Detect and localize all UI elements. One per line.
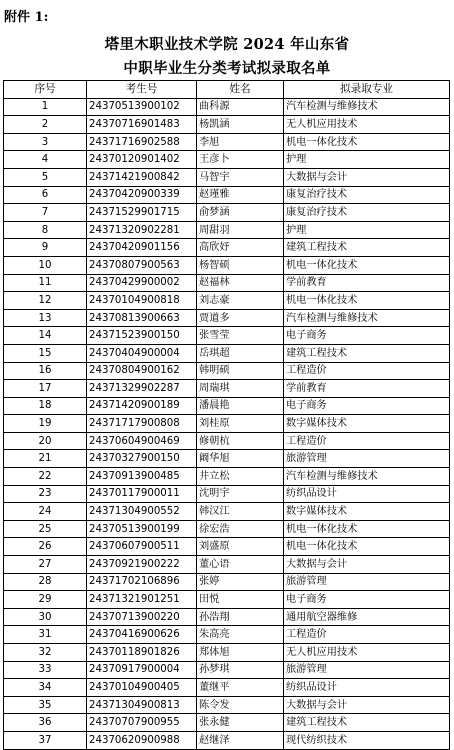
table-row (4, 344, 450, 362)
table-row (4, 274, 450, 292)
exam-number: 24371523900150 (87, 327, 197, 345)
row-index: 6 (4, 186, 87, 204)
table-row (4, 133, 450, 151)
admitted-major: 康复治疗技术 (284, 204, 450, 222)
student-name: 刘桂原 (197, 415, 284, 433)
table-row (4, 239, 450, 257)
admitted-major: 数字媒体技术 (284, 415, 450, 433)
exam-number: 24370429900002 (87, 274, 197, 292)
student-name: 董继平 (197, 679, 284, 697)
table-row (4, 450, 450, 468)
student-name: 赵继泽 (197, 731, 284, 749)
column-header-name: 姓名 (197, 81, 284, 99)
exam-number: 24370913900485 (87, 468, 197, 486)
exam-number: 24371304900552 (87, 503, 197, 521)
admitted-major: 机电一体化技术 (284, 520, 450, 538)
row-index: 11 (4, 274, 87, 292)
table-row (4, 432, 450, 450)
row-index: 27 (4, 556, 87, 574)
table-row (4, 415, 450, 433)
exam-number: 24371717900808 (87, 415, 197, 433)
row-index: 24 (4, 503, 87, 521)
row-index: 19 (4, 415, 87, 433)
table-row (4, 714, 450, 732)
admitted-major: 护理 (284, 151, 450, 169)
admitted-major: 机电一体化技术 (284, 256, 450, 274)
row-index: 16 (4, 362, 87, 380)
table-row (4, 221, 450, 239)
student-name: 徐宏浩 (197, 520, 284, 538)
row-index: 14 (4, 327, 87, 345)
row-index: 5 (4, 168, 87, 186)
student-name: 李旭 (197, 133, 284, 151)
table-row (4, 468, 450, 486)
row-index: 13 (4, 309, 87, 327)
table-row (4, 204, 450, 222)
exam-number: 24370404900004 (87, 344, 197, 362)
row-index: 26 (4, 538, 87, 556)
row-index: 37 (4, 731, 87, 749)
student-name: 郑体旭 (197, 644, 284, 662)
row-index: 31 (4, 626, 87, 644)
row-index: 18 (4, 397, 87, 415)
exam-number: 24371304900813 (87, 696, 197, 714)
row-index: 29 (4, 591, 87, 609)
exam-number: 24370416900626 (87, 626, 197, 644)
admitted-major: 机电一体化技术 (284, 133, 450, 151)
student-name: 潘晨艳 (197, 397, 284, 415)
exam-number: 24371421900842 (87, 168, 197, 186)
exam-number: 24370917900004 (87, 661, 197, 679)
exam-number: 24370604900469 (87, 432, 197, 450)
admitted-major: 大数据与会计 (284, 168, 450, 186)
admitted-major: 旅游管理 (284, 450, 450, 468)
row-index: 10 (4, 256, 87, 274)
table-row (4, 608, 450, 626)
exam-number: 24370327900150 (87, 450, 197, 468)
row-index: 7 (4, 204, 87, 222)
row-index: 21 (4, 450, 87, 468)
student-name: 刘盛原 (197, 538, 284, 556)
table-row (4, 186, 450, 204)
exam-number: 24371529901715 (87, 204, 197, 222)
column-header-major: 拟录取专业 (284, 81, 450, 99)
table-row (4, 327, 450, 345)
row-index: 2 (4, 116, 87, 134)
admitted-major: 机电一体化技术 (284, 538, 450, 556)
table-row (4, 380, 450, 398)
table-row (4, 98, 450, 116)
admitted-major: 学前教育 (284, 274, 450, 292)
admitted-major: 建筑工程技术 (284, 714, 450, 732)
student-name: 王彦卜 (197, 151, 284, 169)
row-index: 1 (4, 98, 87, 116)
admitted-major: 电子商务 (284, 327, 450, 345)
document-title-line2: 中职毕业生分类考试拟录取名单 (123, 60, 331, 77)
student-name: 韩汉江 (197, 503, 284, 521)
exam-number: 24370713900220 (87, 608, 197, 626)
admitted-major: 大数据与会计 (284, 696, 450, 714)
table-row (4, 573, 450, 591)
student-name: 朱高亮 (197, 626, 284, 644)
student-name: 孙浩翔 (197, 608, 284, 626)
exam-number: 24370420901156 (87, 239, 197, 257)
row-index: 20 (4, 432, 87, 450)
column-header-index: 序号 (4, 81, 87, 99)
table-row (4, 538, 450, 556)
exam-number: 24370620900988 (87, 731, 197, 749)
table-row (4, 503, 450, 521)
document-title-line1: 塔里木职业技术学院 2024 年山东省 (104, 36, 350, 53)
student-name: 阚华旭 (197, 450, 284, 468)
exam-number: 24370607900511 (87, 538, 197, 556)
table-row (4, 591, 450, 609)
student-name: 韩明硕 (197, 362, 284, 380)
table-row (4, 362, 450, 380)
exam-number: 24370807900563 (87, 256, 197, 274)
table-row (4, 168, 450, 186)
admitted-major: 汽车检测与维修技术 (284, 468, 450, 486)
admitted-major: 旅游管理 (284, 573, 450, 591)
student-name: 孙梦琪 (197, 661, 284, 679)
student-name: 曲科源 (197, 98, 284, 116)
exam-number: 24370513900102 (87, 98, 197, 116)
table-row (4, 397, 450, 415)
table-row (4, 292, 450, 310)
table-row (4, 696, 450, 714)
exam-number: 24370104900405 (87, 679, 197, 697)
exam-number: 24370707900955 (87, 714, 197, 732)
exam-number: 24371420900189 (87, 397, 197, 415)
student-name: 董心语 (197, 556, 284, 574)
table-header-row (4, 81, 450, 99)
exam-number: 24370117900011 (87, 485, 197, 503)
student-name: 修朝杭 (197, 432, 284, 450)
admitted-major: 汽车检测与维修技术 (284, 309, 450, 327)
attachment-label: 附件 1: (4, 10, 49, 25)
row-index: 36 (4, 714, 87, 732)
row-index: 25 (4, 520, 87, 538)
admitted-major: 工程造价 (284, 362, 450, 380)
exam-number: 24370118901826 (87, 644, 197, 662)
student-name: 沈明宇 (197, 485, 284, 503)
exam-number: 24370921900222 (87, 556, 197, 574)
student-name: 周甜羽 (197, 221, 284, 239)
admitted-major: 学前教育 (284, 380, 450, 398)
admitted-major: 纺织品设计 (284, 679, 450, 697)
row-index: 3 (4, 133, 87, 151)
admitted-major: 护理 (284, 221, 450, 239)
student-name: 赵瑾雅 (197, 186, 284, 204)
admitted-major: 工程造价 (284, 432, 450, 450)
admitted-major: 大数据与会计 (284, 556, 450, 574)
admitted-major: 康复治疗技术 (284, 186, 450, 204)
row-index: 23 (4, 485, 87, 503)
student-name: 张永健 (197, 714, 284, 732)
student-name: 井立松 (197, 468, 284, 486)
admitted-major: 建筑工程技术 (284, 239, 450, 257)
table-row (4, 520, 450, 538)
table-row (4, 256, 450, 274)
table-row (4, 309, 450, 327)
row-index: 8 (4, 221, 87, 239)
admission-roster-table (3, 80, 450, 750)
row-index: 9 (4, 239, 87, 257)
admitted-major: 旅游管理 (284, 661, 450, 679)
row-index: 22 (4, 468, 87, 486)
student-name: 陈令发 (197, 696, 284, 714)
student-name: 杨凯涵 (197, 116, 284, 134)
student-name: 周瑞琪 (197, 380, 284, 398)
student-name: 俞梦涵 (197, 204, 284, 222)
student-name: 杨智硕 (197, 256, 284, 274)
exam-number: 24370104900818 (87, 292, 197, 310)
table-row (4, 626, 450, 644)
row-index: 33 (4, 661, 87, 679)
student-name: 岳琪超 (197, 344, 284, 362)
table-row (4, 731, 450, 749)
student-name: 贾道多 (197, 309, 284, 327)
exam-number: 24370513900199 (87, 520, 197, 538)
admitted-major: 无人机应用技术 (284, 116, 450, 134)
exam-number: 24371321901251 (87, 591, 197, 609)
table-row (4, 116, 450, 134)
row-index: 34 (4, 679, 87, 697)
table-row (4, 679, 450, 697)
exam-number: 24371702106896 (87, 573, 197, 591)
student-name: 赵福林 (197, 274, 284, 292)
row-index: 35 (4, 696, 87, 714)
admitted-major: 现代纺织技术 (284, 731, 450, 749)
table-row (4, 485, 450, 503)
table-body (4, 98, 450, 749)
exam-number: 24370813900663 (87, 309, 197, 327)
admitted-major: 通用航空器维修 (284, 608, 450, 626)
admitted-major: 电子商务 (284, 591, 450, 609)
table-row (4, 151, 450, 169)
student-name: 张雪莹 (197, 327, 284, 345)
admitted-major: 数字媒体技术 (284, 503, 450, 521)
admitted-major: 电子商务 (284, 397, 450, 415)
row-index: 15 (4, 344, 87, 362)
table-row (4, 661, 450, 679)
student-name: 马智宇 (197, 168, 284, 186)
exam-number: 24371329902287 (87, 380, 197, 398)
row-index: 30 (4, 608, 87, 626)
column-header-exam-number: 考生号 (87, 81, 197, 99)
table-row (4, 644, 450, 662)
student-name: 刘志豪 (197, 292, 284, 310)
exam-number: 24371716902588 (87, 133, 197, 151)
row-index: 4 (4, 151, 87, 169)
row-index: 12 (4, 292, 87, 310)
admitted-major: 无人机应用技术 (284, 644, 450, 662)
exam-number: 24370420900339 (87, 186, 197, 204)
admitted-major: 纺织品设计 (284, 485, 450, 503)
admitted-major: 汽车检测与维修技术 (284, 98, 450, 116)
student-name: 高欣妤 (197, 239, 284, 257)
row-index: 32 (4, 644, 87, 662)
exam-number: 24370804900162 (87, 362, 197, 380)
row-index: 28 (4, 573, 87, 591)
table-row (4, 556, 450, 574)
exam-number: 24370120901402 (87, 151, 197, 169)
student-name: 田悦 (197, 591, 284, 609)
admitted-major: 机电一体化技术 (284, 292, 450, 310)
student-name: 张婷 (197, 573, 284, 591)
admitted-major: 建筑工程技术 (284, 344, 450, 362)
row-index: 17 (4, 380, 87, 398)
exam-number: 24371320902281 (87, 221, 197, 239)
exam-number: 24370716901483 (87, 116, 197, 134)
admitted-major: 工程造价 (284, 626, 450, 644)
